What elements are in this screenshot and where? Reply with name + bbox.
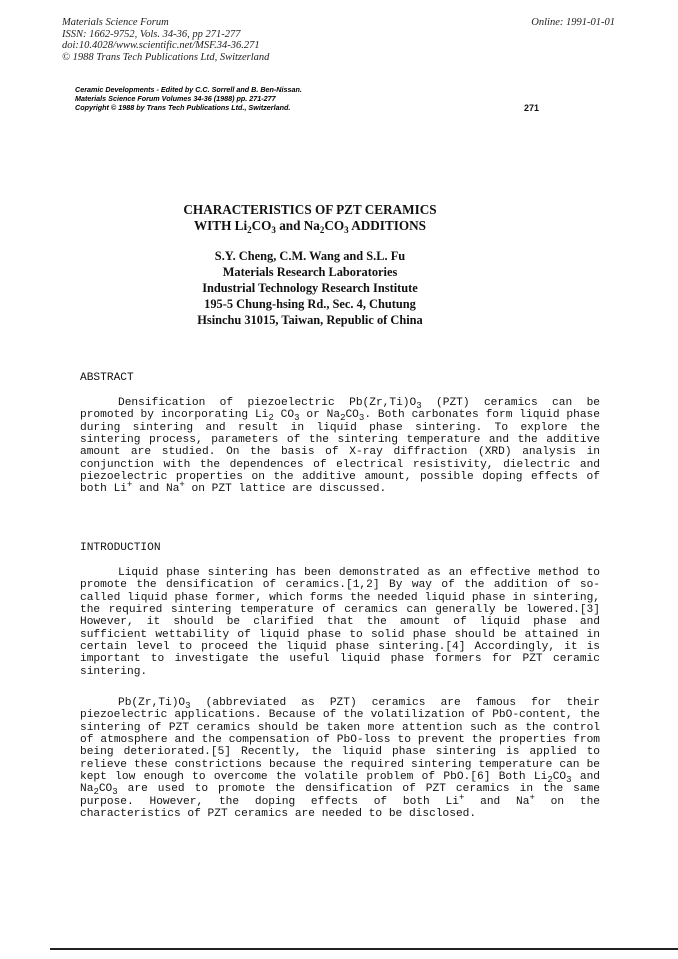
introduction-heading: INTRODUCTION bbox=[80, 542, 161, 554]
abstract-heading: ABSTRACT bbox=[80, 372, 134, 384]
journal-issn: ISSN: 1662-9752, Vols. 34-36, pp 271-277 bbox=[62, 28, 241, 40]
publication-line: Materials Science Forum Volumes 34-36 (1988) pp. 271-277 bbox=[75, 94, 276, 103]
footer-rule bbox=[50, 948, 678, 950]
journal-copyright: © 1988 Trans Tech Publications Ltd, Switzerland bbox=[62, 51, 270, 63]
author-block bbox=[150, 248, 470, 328]
abstract-paragraph: Densification of piezoelectric $Pb(Zr,Ti)O_3$ (PZT) ceramics can be promoted by incorporating $Li_2$ $CO_3$ or $Na_2CO_3$. Both carbonates form liquid phase during sintering and result in liquid phase sintering. To explore the sintering process, parameters of the sintering temperature and the additive amount are studied. On the basis of X-ray diffraction (XRD) analysis in conjunction with the dependences of electrical resistivity, dielectric and piezoelectric properties on the additive amount, possible doping effects of both Li+ and Na+ on PZT lattice are discussed. bbox=[80, 397, 600, 496]
introduction-paragraph-2: $Pb(Zr,Ti)O_3$ (abbreviated as PZT) ceramics are famous for their piezoelectric applications. Because of the volatilization of PbO-content, the sintering of PZT ceramics should be taken more attention such as the control of atmosphere and the compensation of PbO-loss to prevent the properties from being deteriorated.[5] Recently, the liquid phase sintering is applied to relieve these constrictions because the required sintering temperature can be kept low enough to overcome the volatile problem of PbO.[6] Both $Li_2CO_3$ and $Na_2CO_3$ are used to promote the densification of PZT ceramics in the same purpose. However, the doping effects of both Li+ and Na+ on the characteristics of PZT ceramics are needed to be disclosed. bbox=[80, 697, 601, 821]
paper-title-line-1: CHARACTERISTICS OF PZT CERAMICS bbox=[183, 202, 437, 217]
journal-doi: doi:10.4028/www.scientific.net/MSF.34-36.271 bbox=[62, 40, 260, 51]
publication-line: Ceramic Developments - Edited by C.C. Sorrell and B. Ben-Nissan. bbox=[75, 85, 302, 94]
paper-title-line-2: WITH $Li_2CO_3$ and $Na_2CO_3$ ADDITIONS bbox=[193, 218, 426, 235]
author-names: S.Y. Cheng, C.M. Wang and S.L. Fu bbox=[214, 249, 406, 263]
journal-header bbox=[62, 17, 269, 63]
affiliation-line: Hsinchu 31015, Taiwan, Republic of China bbox=[197, 313, 423, 327]
journal-name: Materials Science Forum bbox=[62, 17, 169, 28]
publication-info bbox=[75, 85, 302, 112]
affiliation-line: Industrial Technology Research Institute bbox=[202, 281, 418, 295]
page-number: 271 bbox=[524, 103, 540, 113]
publication-line: Copyright © 1988 by Trans Tech Publications Ltd., Switzerland. bbox=[75, 103, 291, 112]
introduction-paragraph-1: Liquid phase sintering has been demonstrated as an effective method to promote the densification of ceramics.[1,2] By way of the addition of so-called liquid phase former, which forms the needed liquid phase in sintering, the required sintering temperature of ceramics can generally be lowered.[3] However, it should be clarified that the amount of liquid phase and sufficient wettability of liquid phase to solid phase should be attained in certain level to proceed the liquid phase sintering.[4] Accordingly, it is important to investigate the useful liquid phase formers for PZT ceramic sintering. bbox=[80, 567, 600, 678]
online-date: Online: 1991-01-01 bbox=[531, 17, 615, 28]
affiliation-line: Materials Research Laboratories bbox=[222, 265, 398, 279]
affiliation-line: 195-5 Chung-hsing Rd., Sec. 4, Chutung bbox=[204, 297, 416, 311]
